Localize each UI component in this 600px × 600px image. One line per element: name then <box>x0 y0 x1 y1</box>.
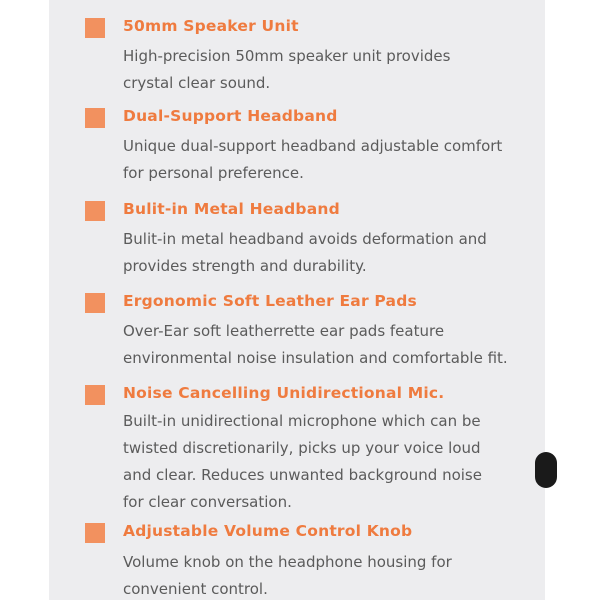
description-line: environmental noise insulation and comfortable fit. <box>123 349 508 367</box>
feature-panel <box>49 0 545 600</box>
description-line: for personal preference. <box>123 164 304 182</box>
feature-description <box>123 43 543 97</box>
description-line: provides strength and durability. <box>123 257 367 275</box>
bullet-square <box>85 108 105 128</box>
feature-description <box>123 408 543 516</box>
feature-title: Bulit-in Metal Headband <box>123 200 340 218</box>
description-line: Volume knob on the headphone housing for <box>123 553 452 571</box>
feature-description <box>123 318 543 372</box>
feature-description <box>123 133 543 187</box>
feature-description <box>123 226 543 280</box>
description-line: Unique dual-support headband adjustable comfort <box>123 137 503 155</box>
headphone-knob-edge <box>535 452 557 488</box>
feature-title: 50mm Speaker Unit <box>123 17 299 35</box>
bullet-square <box>85 293 105 313</box>
description-line: convenient control. <box>123 580 268 598</box>
bullet-square <box>85 385 105 405</box>
bullet-square <box>85 18 105 38</box>
description-line: Built-in unidirectional microphone which can be <box>123 412 481 430</box>
description-line: crystal clear sound. <box>123 74 271 92</box>
bullet-square <box>85 201 105 221</box>
bullet-square <box>85 523 105 543</box>
description-line: Over-Ear soft leatherrette ear pads feature <box>123 322 445 340</box>
description-line: High-precision 50mm speaker unit provides <box>123 47 451 65</box>
description-line: for clear conversation. <box>123 493 292 511</box>
feature-title: Noise Cancelling Unidirectional Mic. <box>123 384 445 402</box>
feature-title: Dual-Support Headband <box>123 107 338 125</box>
description-line: twisted discretionarily, picks up your voice loud <box>123 439 481 457</box>
description-line: and clear. Reduces unwanted background noise <box>123 466 482 484</box>
page-background <box>545 0 600 600</box>
feature-description <box>123 549 543 600</box>
feature-title: Adjustable Volume Control Knob <box>123 522 413 540</box>
feature-title: Ergonomic Soft Leather Ear Pads <box>123 292 417 310</box>
description-line: Bulit-in metal headband avoids deformation and <box>123 230 487 248</box>
